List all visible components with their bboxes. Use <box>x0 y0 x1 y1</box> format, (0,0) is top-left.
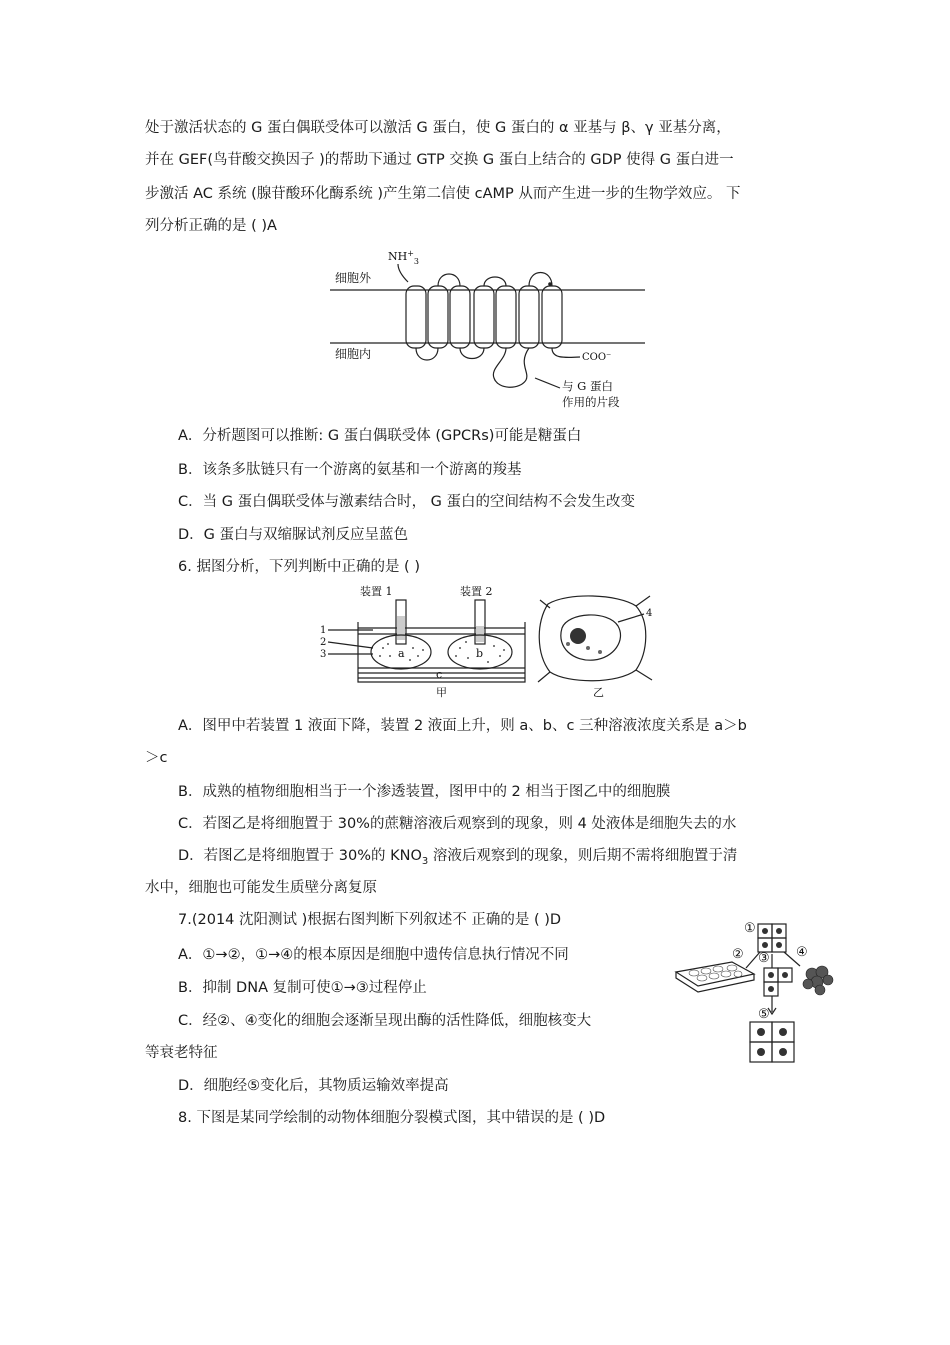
fragment-label-1: 与 G 蛋白 <box>562 379 613 393</box>
q5-option-d: D．G 蛋白与双缩脲试剂反应呈蓝色 <box>178 527 409 543</box>
fragment-label-2: 作用的片段 <box>562 395 620 409</box>
device-1-label: 装置 1 <box>360 585 393 598</box>
q6-option-a-line2: ＞c <box>145 750 168 766</box>
nh3-label: $NH^+_3$ <box>388 249 420 266</box>
outside-label: 细胞外 <box>335 271 372 285</box>
q7-stem: 7.(2014 沈阳测试 )根据右图判断下列叙述不 正确的是 ( )D <box>178 912 562 928</box>
intro-line-3: 步激活 AC 系统 (腺苷酸环化酶系统 )产生第二信使 cAMP 从而产生进一步的生物学效应。 下 <box>145 186 741 202</box>
q6-option-d-line2: 水中，细胞也可能发生质壁分离复原 <box>145 880 377 896</box>
q8-stem: 8. 下图是某同学绘制的动物体细胞分裂模式图，其中错误的是 ( )D <box>178 1110 606 1126</box>
q6-option-d-line1: D．若图乙是将细胞置于 30%的 $KNO_3$ 溶液后观察到的现象，则后期不需将细胞置于清 <box>178 848 738 867</box>
q5-option-a: A．分析题图可以推断: G 蛋白偶联受体 (GPCRs)可能是糖蛋白 <box>178 428 582 444</box>
step-3-label: ③ <box>758 951 770 966</box>
intro-line-2: 并在 GEF(鸟苷酸交换因子 )的帮助下通过 GTP 交换 G 蛋白上结合的 GDP 使得 G 蛋白进一 <box>145 152 734 168</box>
cell-group-1 <box>758 924 786 952</box>
device-2-label: 装置 2 <box>460 585 493 598</box>
line-label-3: 3 <box>320 649 327 660</box>
osmosis-figure <box>318 582 663 702</box>
intro-line-4: 列分析正确的是 ( )A <box>145 218 277 234</box>
solution-a-label: a <box>398 647 405 660</box>
solution-c-label: c <box>436 668 443 681</box>
figure-yi-label: 乙 <box>593 686 604 699</box>
q7-option-d: D．细胞经⑤变化后，其物质运输效率提高 <box>178 1078 449 1094</box>
q5-option-c: C．当 G 蛋白偶联受体与激素结合时， G 蛋白的空间结构不会发生改变 <box>178 494 636 510</box>
step-4-label: ④ <box>796 945 808 960</box>
gpcr-membrane-figure <box>330 240 660 415</box>
intro-line-1: 处于激活状态的 G 蛋白偶联受体可以激活 G 蛋白，使 G 蛋白的 α 亚基与 β、γ 亚基分离， <box>145 120 731 136</box>
figure-jia-label: 甲 <box>436 686 447 699</box>
q7-option-c-line1: C．经②、④变化的细胞会逐渐呈现出酶的活性降低，细胞核变大 <box>178 1013 592 1029</box>
q6-option-c: C．若图乙是将细胞置于 30%的蔗糖溶液后观察到的现象，则 4 处液体是细胞失去的水 <box>178 816 737 832</box>
cell-group-4 <box>803 966 833 995</box>
q6-stem: 6. 据图分析，下列判断中正确的是 ( ) <box>178 559 420 575</box>
step-1-label: ① <box>744 921 756 936</box>
cell-group-5 <box>750 1022 794 1062</box>
step-5-label: ⑤ <box>758 1007 770 1022</box>
q6-option-b: B．成熟的植物细胞相当于一个渗透装置，图甲中的 2 相当于图乙中的细胞膜 <box>178 784 671 800</box>
cell-change-figure <box>672 916 842 1066</box>
q7-option-b: B．抑制 DNA 复制可使①→③过程停止 <box>178 980 427 996</box>
q7-option-c-line2: 等衰老特征 <box>145 1045 218 1061</box>
transmembrane-helices <box>406 286 562 348</box>
cell-group-3 <box>764 968 792 996</box>
q7-option-a: A．①→②，①→④的根本原因是细胞中遗传信息执行情况不同 <box>178 947 569 963</box>
line-label-1: 1 <box>320 625 327 636</box>
region-4-label: 4 <box>646 608 653 619</box>
step-2-label: ② <box>732 947 744 962</box>
line-label-2: 2 <box>320 637 327 648</box>
q6-option-a-line1: A．图甲中若装置 1 液面下降，装置 2 液面上升，则 a、b、c 三种溶液浓度关系是 a＞b <box>178 718 747 734</box>
inside-label: 细胞内 <box>335 347 372 361</box>
q5-option-b: B．该条多肽链只有一个游离的氨基和一个游离的羧基 <box>178 462 522 478</box>
solution-b-label: b <box>476 647 484 660</box>
coo-label: COO⁻ <box>582 352 612 363</box>
